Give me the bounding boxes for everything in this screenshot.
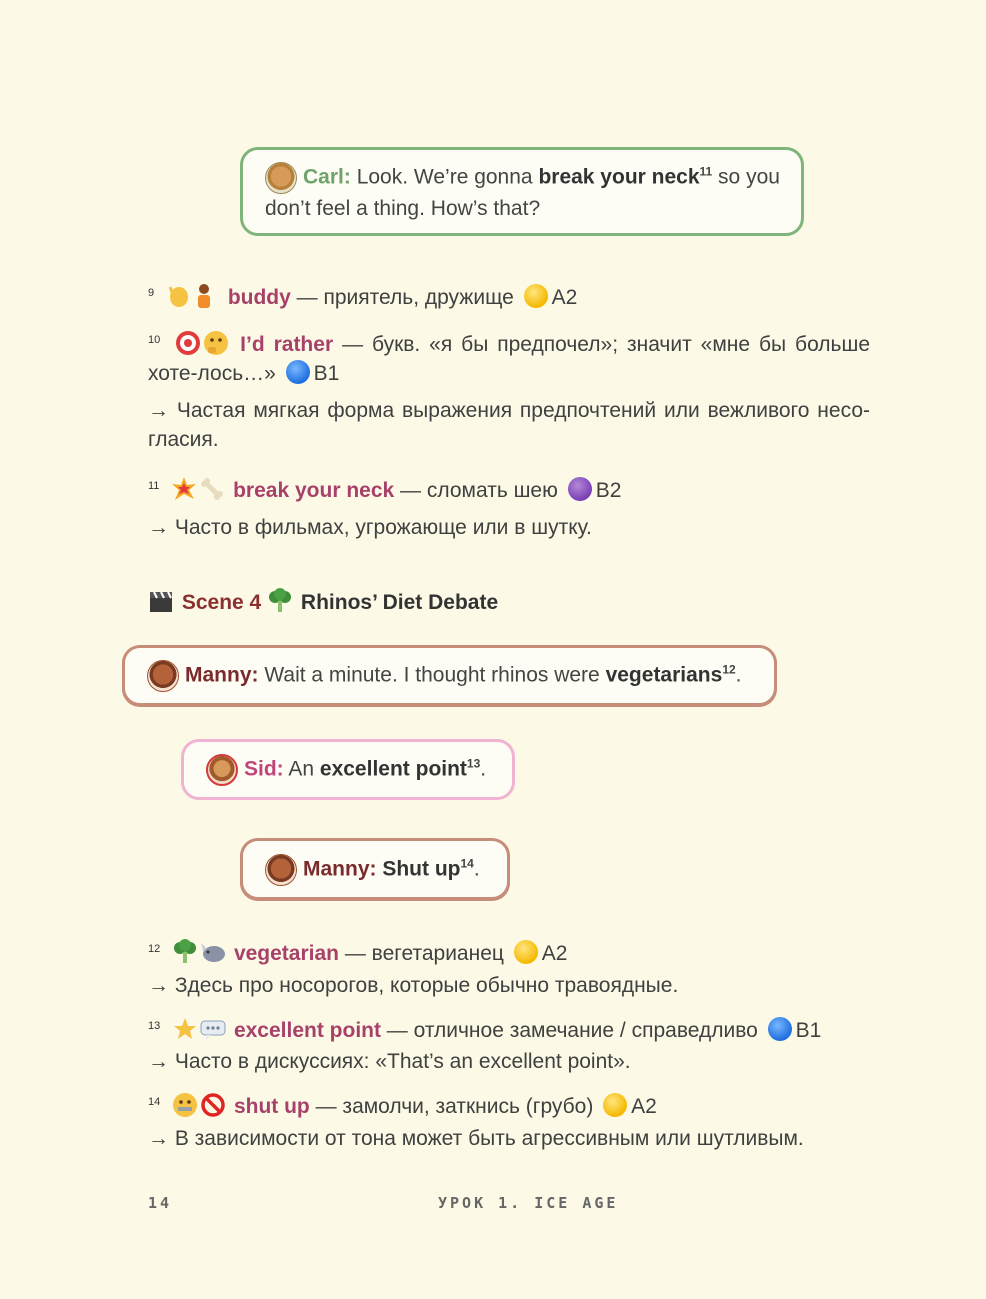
level-label: B1 <box>313 362 340 385</box>
level-label: A2 <box>541 942 568 965</box>
footnote-marker: 12 <box>722 662 736 677</box>
speaker-name: Manny: <box>303 857 377 881</box>
level-purple-icon <box>568 477 592 501</box>
manny-speech-bubble <box>122 645 777 706</box>
level-label: A2 <box>551 286 578 309</box>
usage-note: → Здесь про носорогов, которые обычно травоядные. <box>148 974 679 997</box>
level-yellow-icon <box>603 1093 627 1117</box>
waving-hand-icon <box>166 283 192 309</box>
vocab-entry-14 <box>148 1088 870 1121</box>
vocab-term: break your neck <box>233 479 395 502</box>
broccoli-icon <box>267 588 293 614</box>
speaker-name: Manny: <box>185 663 259 687</box>
prohibited-icon <box>200 1092 226 1118</box>
page-number: 14 <box>148 1194 173 1212</box>
manny-avatar-icon <box>147 660 179 692</box>
scene-heading <box>148 588 498 615</box>
vocab-entry-11 <box>148 472 870 505</box>
level-yellow-icon <box>514 940 538 964</box>
person-icon <box>194 283 220 309</box>
dialogue-key-phrase: break your neck <box>538 165 700 189</box>
level-blue-icon <box>286 360 310 384</box>
usage-note: → Частая мягкая форма выражения предпочтений или вежливого несо-гласия. <box>148 399 870 451</box>
vocab-term: buddy <box>227 286 291 309</box>
level-label: A2 <box>631 1095 657 1118</box>
dialogue-text: Wait a minute. I thought rhinos were <box>264 663 606 687</box>
footnote-marker: 11 <box>699 164 713 179</box>
footnote-number: 11 <box>148 480 160 492</box>
vocab-term: vegetarian <box>233 942 339 965</box>
target-icon <box>175 330 201 356</box>
dialogue-text: . <box>735 663 742 687</box>
footnote-marker: 13 <box>466 756 481 771</box>
sid-avatar-icon <box>206 754 238 786</box>
level-yellow-icon <box>524 284 548 308</box>
level-label: B1 <box>795 1019 822 1042</box>
vocab-definition: — замолчи, заткнись (грубо) <box>309 1095 594 1118</box>
vocab-definition: — вегетарианец <box>339 942 504 965</box>
vocab-term: I’d rather <box>240 333 334 356</box>
footnote-number: 13 <box>148 1020 161 1032</box>
clapper-board-icon <box>148 588 174 614</box>
footnote-number: 12 <box>148 943 161 955</box>
vocab-definition: — приятель, дружище <box>290 286 514 309</box>
broccoli-icon <box>172 939 198 965</box>
vocab-definition: — отличное замечание / справедливо <box>380 1019 758 1042</box>
vocab-definition: — сломать шею <box>394 479 558 502</box>
speaker-name: Carl: <box>303 165 351 189</box>
dialogue-key-phrase: Shut up <box>382 857 461 881</box>
dialogue-key-phrase: vegetarians <box>605 663 723 687</box>
speaker-name: Sid: <box>244 757 284 781</box>
footnote-number: 14 <box>148 1096 161 1108</box>
footnote-number: 9 <box>148 287 155 299</box>
zipper-mouth-icon <box>172 1092 198 1118</box>
carl-speech-bubble <box>240 147 804 236</box>
vocab-term: excellent point <box>233 1019 381 1042</box>
vocab-entry-13 <box>148 1012 870 1045</box>
glowing-star-icon <box>172 1016 198 1042</box>
manny-speech-bubble <box>240 838 510 900</box>
manny-avatar-icon <box>265 854 297 886</box>
chapter-title: УРОК 1. ICE AGE <box>438 1194 619 1212</box>
vocab-entry-10 <box>148 326 870 388</box>
vocab-term: shut up <box>233 1095 310 1118</box>
bone-icon <box>199 476 225 502</box>
dialogue-key-phrase: excellent point <box>319 757 467 781</box>
thinking-face-icon <box>203 330 229 356</box>
level-blue-icon <box>768 1017 792 1041</box>
rhino-icon <box>200 939 226 965</box>
vocab-definition: — букв. «я бы предпочел»; значит «мне бы больше хоте-лось…» <box>148 333 871 385</box>
footnote-marker: 14 <box>460 856 474 871</box>
scene-title: Rhinos’ Diet Debate <box>300 591 499 614</box>
footnote-number: 10 <box>148 334 161 346</box>
vocab-entry-9 <box>148 279 870 312</box>
collision-icon <box>171 476 197 502</box>
dialogue-text: An <box>288 757 320 781</box>
level-label: B2 <box>595 479 622 502</box>
scene-label: Scene 4 <box>181 591 262 614</box>
dialogue-text: so you don’t feel a thing. How’s that? <box>265 165 780 220</box>
speech-bubble-icon <box>200 1016 226 1042</box>
usage-note: → Часто в фильмах, угрожающе или в шутку. <box>148 516 592 539</box>
usage-note: → В зависимости от тона может быть агрессивным или шутливым. <box>148 1127 804 1150</box>
vocab-entry-12 <box>148 935 870 968</box>
sid-speech-bubble <box>181 739 515 800</box>
usage-note: → Часто в дискуссиях: «That’s an excellent point». <box>148 1050 631 1073</box>
dialogue-text: Look. We’re gonna <box>356 165 539 189</box>
dialogue-text: . <box>473 857 480 881</box>
dialogue-text: . <box>480 757 487 781</box>
carl-avatar-icon <box>265 162 297 194</box>
